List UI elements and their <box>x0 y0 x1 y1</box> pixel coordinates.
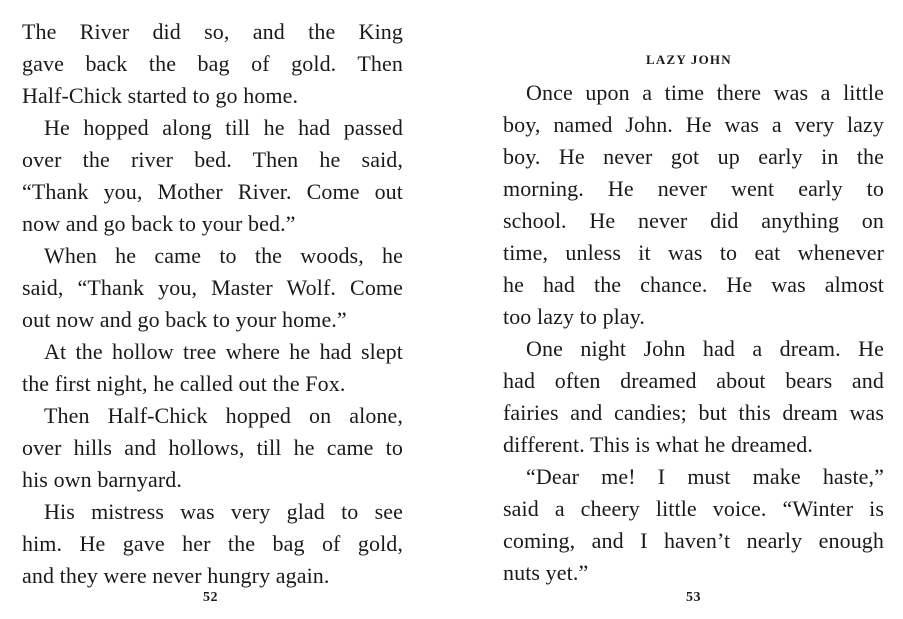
text-line: Then Half-Chick hopped on alone, <box>44 403 403 428</box>
text-line: Once upon a time there was a little <box>526 80 884 105</box>
text-line: out now and go back to your home.” <box>22 307 347 332</box>
text-line: different. This is what he dreamed. <box>503 432 813 457</box>
text-line: coming, and I haven’t nearly enough <box>503 528 884 553</box>
text-line: now and go back to your bed.” <box>22 211 296 236</box>
text-line: he had the chance. He was almost <box>503 272 884 297</box>
text-line: When he came to the woods, he <box>44 243 403 268</box>
left-page <box>0 0 430 619</box>
text-line: He hopped along till he had passed <box>44 115 403 140</box>
text-line: said a cheery little voice. “Winter is <box>503 496 884 521</box>
text-line: too lazy to play. <box>503 304 646 329</box>
text-line: his own barnyard. <box>22 467 182 492</box>
text-line: said, “Thank you, Master Wolf. Come <box>22 275 403 300</box>
text-line: “Dear me! I must make haste,” <box>526 464 884 489</box>
text-line: him. He gave her the bag of gold, <box>22 531 403 556</box>
text-line: time, unless it was to eat whenever <box>503 240 884 265</box>
text-line: Half-Chick started to go home. <box>22 83 299 108</box>
text-line: fairies and candies; but this dream was <box>503 400 884 425</box>
text-line: over the river bed. Then he said, <box>22 147 403 172</box>
text-line: The River did so, and the King <box>22 19 403 44</box>
page-number: 52 <box>203 590 218 605</box>
text-line: “Thank you, Mother River. Come out <box>22 179 403 204</box>
text-line: His mistress was very glad to see <box>44 499 403 524</box>
text-line: gave back the bag of gold. Then <box>22 51 403 76</box>
text-line: At the hollow tree where he had slept <box>44 339 403 364</box>
right-page <box>470 0 903 619</box>
text-line: boy. He never got up early in the <box>503 144 884 169</box>
text-line: school. He never did anything on <box>503 208 884 233</box>
text-line: boy, named John. He was a very lazy <box>503 112 884 137</box>
text-line: nuts yet.” <box>503 560 589 585</box>
text-line: over hills and hollows, till he came to <box>22 435 403 460</box>
page-number: 53 <box>686 590 701 605</box>
text-line: morning. He never went early to <box>503 176 884 201</box>
text-line: and they were never hungry again. <box>22 563 330 588</box>
chapter-title: LAZY JOHN <box>646 52 732 67</box>
text-line: One night John had a dream. He <box>526 336 884 361</box>
text-line: the first night, he called out the Fox. <box>22 371 346 396</box>
text-line: had often dreamed about bears and <box>503 368 884 393</box>
